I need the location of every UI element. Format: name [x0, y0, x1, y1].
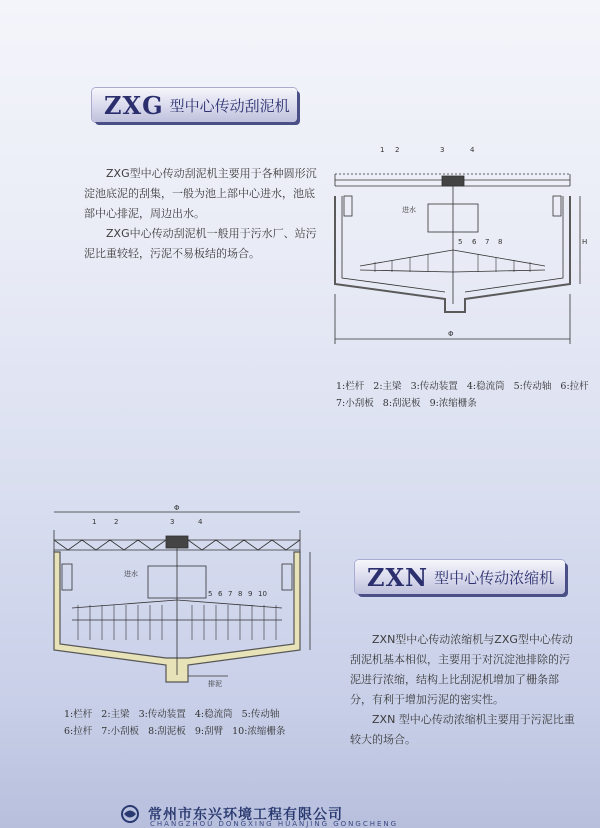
- zxn-legend-row-2: [64, 723, 291, 740]
- zxn-diagram-label-7: 7: [228, 590, 233, 598]
- zxg-description: [84, 164, 324, 264]
- zxn-cross-section-diagram: [48, 500, 318, 700]
- legend-item: 8:刮泥板: [382, 398, 421, 409]
- legend-item: 2:主梁: [373, 381, 402, 392]
- zxg-paragraph-1: ZXG型中心传动刮泥机主要用于各种圆形沉淀池底泥的刮集，一般为池上部中心进水，池底部中心排泥，周边出水。: [84, 167, 317, 220]
- zxn-diagram-label-9: 9: [248, 590, 253, 598]
- zxg-height-label: H: [582, 238, 588, 246]
- legend-item: 5:传动轴: [513, 381, 552, 392]
- zxn-paragraph-2: ZXN 型中心传动浓缩机主要用于污泥比重较大的场合。: [350, 713, 575, 746]
- zxg-model-name: 型中心传动刮泥机: [169, 96, 290, 115]
- zxn-description: [350, 630, 580, 750]
- legend-item: 7:小刮板: [336, 398, 374, 409]
- zxg-diagram-label-8: 8: [498, 238, 503, 246]
- zxg-diagram-label-7: 7: [485, 238, 490, 246]
- legend-item: 2:主梁: [101, 709, 130, 720]
- legend-item: 10:浓缩栅条: [232, 726, 286, 737]
- legend-item: 3:传动装置: [138, 709, 186, 720]
- legend-item: 9:刮臂: [194, 726, 224, 737]
- zxg-cross-section-diagram: [330, 144, 590, 354]
- zxg-diameter-label: Φ: [448, 330, 454, 338]
- zxg-diagram-label-2: 2: [395, 146, 400, 154]
- legend-item: 8:刮泥板: [148, 726, 186, 737]
- legend-item: 3:传动装置: [410, 381, 458, 392]
- zxg-diagram-label-4: 4: [470, 146, 475, 154]
- footer: [0, 800, 600, 828]
- legend-item: 6:拉杆: [560, 381, 589, 392]
- legend-item: 1:栏杆: [336, 381, 365, 392]
- zxn-model-code: ZXN: [367, 562, 429, 592]
- legend-item: 4:稳流筒: [194, 709, 233, 720]
- legend-item: 1:栏杆: [64, 709, 93, 720]
- zxn-title-bar: [355, 560, 565, 594]
- zxg-diagram-label-1: 1: [380, 146, 385, 154]
- zxg-model-code: ZXG: [104, 90, 164, 120]
- zxn-diagram-label-8: 8: [238, 590, 243, 598]
- zxn-diagram-label-3: 3: [170, 518, 175, 526]
- zxg-paragraph-2: ZXG中心传动刮泥机一般用于污水厂、站污泥比重较轻，污泥不易板结的场合。: [84, 227, 317, 260]
- zxg-legend-row-1: [336, 378, 595, 395]
- company-pinyin: CHANGZHOU DONGXING HUANJING GONGCHENG: [150, 820, 399, 828]
- zxn-diagram-label-4: 4: [198, 518, 203, 526]
- legend-item: 5:传动轴: [241, 709, 280, 720]
- zxg-diagram-label-6: 6: [472, 238, 477, 246]
- legend-item: 6:拉杆: [64, 726, 93, 737]
- legend-item: 4:稳流筒: [466, 381, 505, 392]
- zxn-diagram-label-5: 5: [208, 590, 213, 598]
- legend-item: 9:浓缩栅条: [429, 398, 477, 409]
- zxg-inlet-label: 进水: [402, 206, 416, 214]
- zxn-legend-row-1: [64, 706, 291, 723]
- zxn-diagram-label-2: 2: [114, 518, 119, 526]
- zxn-diagram-label-1: 1: [92, 518, 97, 526]
- zxn-diagram-label-10: 10: [258, 590, 267, 598]
- zxg-parts-legend: [336, 378, 595, 412]
- zxg-diagram-label-5: 5: [458, 238, 463, 246]
- legend-item: 7:小刮板: [101, 726, 140, 737]
- zxg-title-bar: [92, 88, 297, 122]
- zxn-inlet-label: 进水: [124, 570, 138, 578]
- zxn-diameter-label: Φ: [174, 504, 180, 512]
- zxn-diagram-label-6: 6: [218, 590, 223, 598]
- zxn-model-name: 型中心传动浓缩机: [434, 568, 555, 587]
- company-name: 常州市东兴环境工程有限公司: [148, 807, 343, 823]
- zxn-outlet-label: 排泥: [208, 680, 222, 688]
- zxn-paragraph-1: ZXN型中心传动浓缩机与ZXG型中心传动刮泥机基本相似，主要用于对沉淀池排除的污泥进行浓缩，结构上比刮泥机增加了栅条部分，有利于增加污泥的密实性。: [350, 633, 573, 706]
- zxg-legend-row-2: [336, 395, 595, 412]
- zxn-parts-legend: [64, 706, 291, 740]
- zxg-diagram-label-3: 3: [440, 146, 445, 154]
- company-logo-icon: [118, 804, 142, 824]
